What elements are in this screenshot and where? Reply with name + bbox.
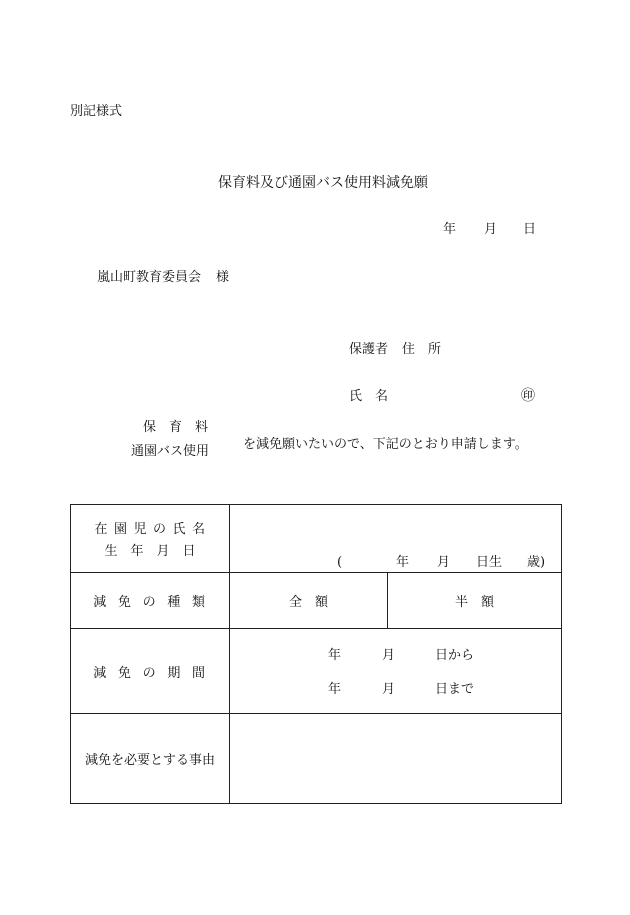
to-year-label: 年 <box>328 682 342 697</box>
name-label: 氏 名 <box>349 389 389 404</box>
from-year-label: 年 <box>328 648 342 663</box>
application-table <box>70 504 562 804</box>
dob-day-label: 日生 <box>476 555 503 570</box>
type-label: 減免の種類 <box>93 595 217 610</box>
seal-icon: ㊞ <box>521 388 535 404</box>
half-amount-cell[interactable] <box>388 573 562 629</box>
table-row-reason <box>71 714 562 804</box>
table-row-period <box>71 629 562 714</box>
to-day-label: 日まで <box>435 682 475 697</box>
date-year-label: 年 <box>443 222 457 237</box>
table-row-type <box>71 573 562 629</box>
fee-option: 保 育 料 <box>143 420 209 435</box>
bus-option: 通園バス使用 <box>131 444 210 459</box>
reason-label: 減免を必要とする事由 <box>84 753 215 768</box>
address-label: 住 所 <box>402 342 442 357</box>
reason-input-cell[interactable] <box>230 714 562 804</box>
full-amount-cell[interactable] <box>230 573 388 629</box>
to-month-label: 月 <box>382 682 396 697</box>
dob-month-label: 月 <box>437 555 451 570</box>
child-label-cell <box>71 505 230 573</box>
date-day-label: 日 <box>523 222 537 237</box>
dob-year-label: 年 <box>396 555 410 570</box>
half-amount-option: 半 額 <box>454 595 494 610</box>
from-day-label: 日から <box>435 648 475 663</box>
full-amount-option: 全 額 <box>288 595 328 610</box>
guardian-label: 保護者 <box>349 342 389 357</box>
document-title: 保育料及び通園バス使用料減免願 <box>218 175 428 191</box>
table-row-child <box>71 505 562 573</box>
child-dob-label: 生 年 月 日 <box>104 544 196 559</box>
dob-open-paren: ( <box>337 555 343 570</box>
form-label: 別記様式 <box>70 104 123 119</box>
period-label: 減免の期間 <box>93 665 217 681</box>
addressee: 嵐山町教育委員会 <box>97 270 202 285</box>
from-month-label: 月 <box>382 648 396 663</box>
period-input-cell[interactable] <box>230 629 562 714</box>
reason-label-cell <box>71 714 230 804</box>
child-input-cell[interactable] <box>230 505 562 573</box>
age-label: 歳) <box>527 555 546 570</box>
addressee-honorific: 様 <box>216 270 230 285</box>
child-name-label: 在園児の氏名 <box>94 522 212 537</box>
request-statement: を減免願いたいので、下記のとおり申請します。 <box>243 437 528 452</box>
type-label-cell <box>71 573 230 629</box>
date-month-label: 月 <box>484 222 498 237</box>
period-label-cell <box>71 629 230 714</box>
